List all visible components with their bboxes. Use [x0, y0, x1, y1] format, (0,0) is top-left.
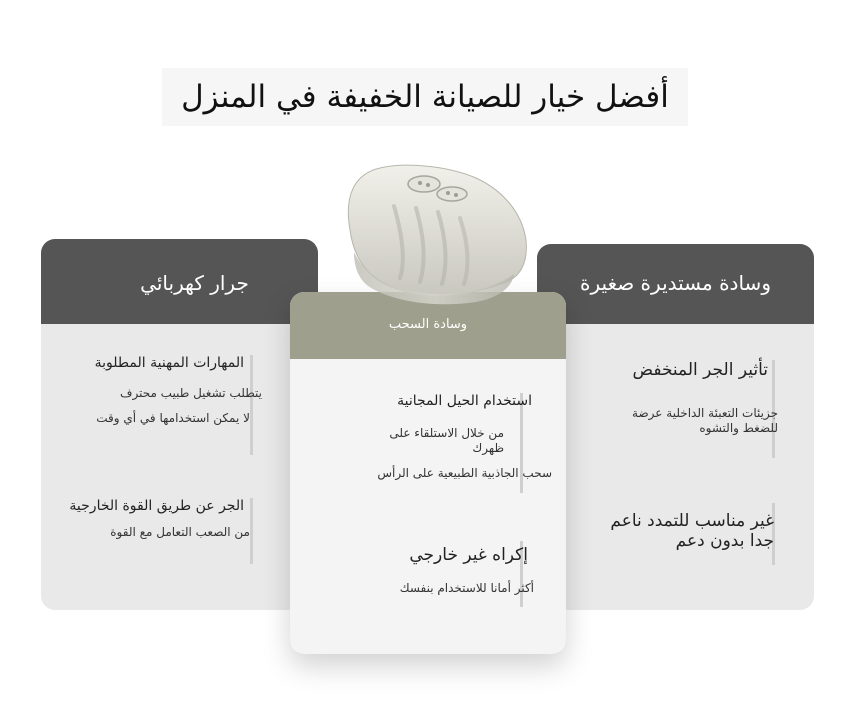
- center-group-2: [323, 541, 534, 607]
- group-text: يتطلب تشغيل طبيب محترف: [120, 386, 262, 400]
- card-header: جرار كهربائي: [41, 239, 318, 324]
- group-text: من خلال الاستلقاء على ظهرك: [389, 426, 504, 455]
- group-title: إكراه غير خارجي: [409, 545, 528, 565]
- group-title: الجر عن طريق القوة الخارجية: [69, 498, 244, 514]
- group-text: جزيئات التعبئة الداخلية عرضة للضغط والتشوه: [632, 406, 778, 435]
- card-header: وسادة السحب: [290, 292, 566, 359]
- left-group-1: [67, 355, 262, 455]
- group-text: من الصعب التعامل مع القوة: [110, 525, 250, 539]
- left-group-2: [67, 498, 253, 564]
- right-group-1: [585, 360, 778, 458]
- group-title: المهارات المهنية المطلوبة: [94, 355, 244, 371]
- center-group-1: [323, 393, 552, 493]
- page-title: أفضل خيار للصيانة الخفيفة في المنزل: [162, 68, 688, 126]
- right-group-2: [590, 503, 775, 565]
- group-text: لا يمكن استخدامها في أي وقت: [96, 411, 250, 425]
- group-title: تأثير الجر المنخفض: [632, 360, 768, 380]
- neck-pillow-image: [336, 156, 528, 306]
- group-title: غير مناسب للتمدد ناعم جدا بدون دعم: [610, 511, 774, 551]
- group-text: سحب الجاذبية الطبيعية على الرأس: [377, 466, 552, 480]
- group-text: استخدام الحيل المجانية: [397, 393, 532, 409]
- card-header: وسادة مستديرة صغيرة: [537, 244, 814, 324]
- group-text: أكثر أمانا للاستخدام بنفسك: [399, 581, 534, 595]
